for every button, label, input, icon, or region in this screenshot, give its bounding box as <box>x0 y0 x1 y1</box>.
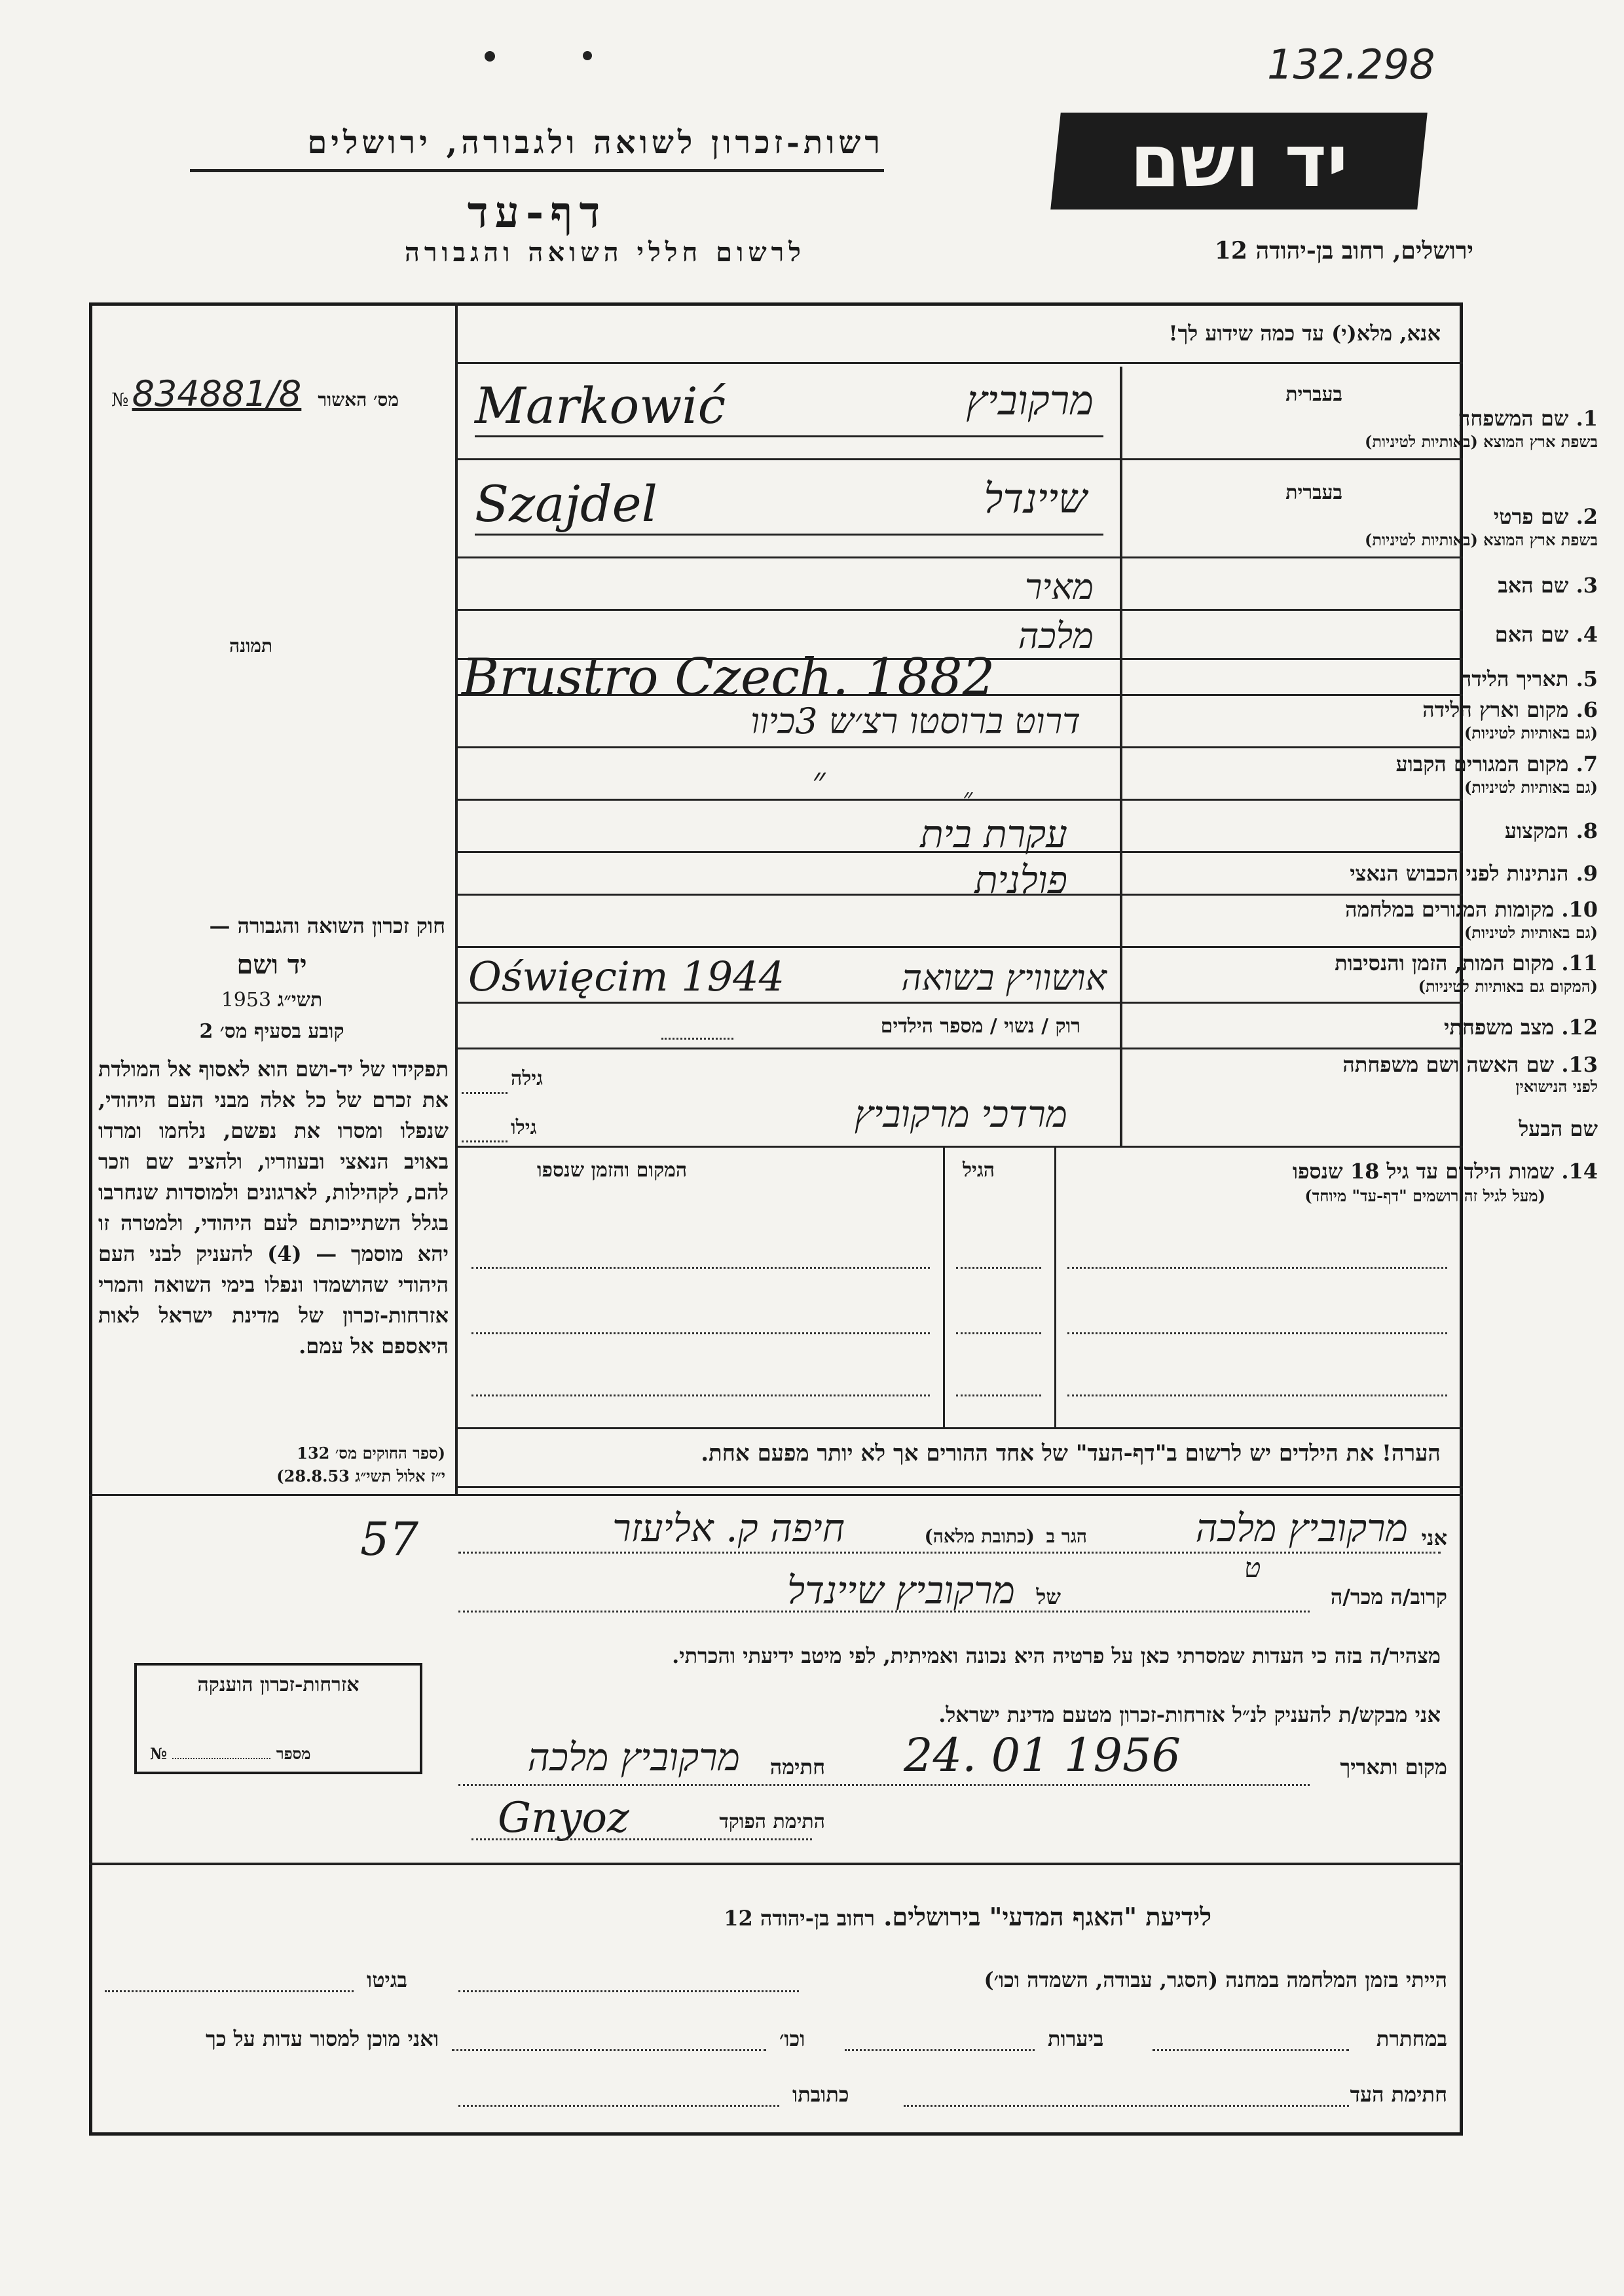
left-bottom-line <box>89 1494 1463 1496</box>
scan-mark <box>485 51 495 62</box>
children-divider <box>943 1146 945 1427</box>
residence: ״ <box>812 759 826 801</box>
remark-bottom <box>455 1486 1463 1488</box>
footer-dots <box>845 2049 1035 2051</box>
row-14-label: 14. שמות הילדים עד גיל 18 שנספו <box>1292 1159 1598 1184</box>
full-address-label: (כתובת מלאה) <box>924 1525 1035 1547</box>
approval-prefix: № <box>111 389 129 410</box>
children-place-column: המקום והזמן שנספו <box>537 1159 688 1182</box>
children-line <box>956 1394 1041 1396</box>
yad-vashem-logo <box>1050 113 1428 210</box>
place-date-label: מקום ותאריך <box>1340 1755 1447 1779</box>
children-line <box>1067 1332 1447 1334</box>
row-13-sub: לפני הנישואין <box>1515 1077 1598 1096</box>
row-separator <box>455 1146 1463 1148</box>
law-name: יד ושם <box>236 949 307 980</box>
marital-options: רוק / נשוי / מספר הילדים <box>880 1015 1080 1038</box>
death-place-hebrew: אושוויץ בשואה <box>901 957 1107 998</box>
death-place-latin: Oświęcim 1944 <box>468 953 785 1000</box>
children-line <box>956 1332 1041 1334</box>
remark-text: הערה! את הילדים יש לרשום ב"דף-העד" של אחד ההורים אך לא יותר מפעם אחת. <box>701 1440 1441 1467</box>
row-separator <box>455 1002 1463 1004</box>
citizenship-box <box>134 1663 422 1774</box>
surname-hebrew: מרקוביץ <box>966 376 1094 424</box>
row-separator <box>455 556 1463 558</box>
reporter-signature: מרקוביץ מלכה <box>527 1735 740 1779</box>
row-3-label: 3. שם האב <box>1498 573 1598 598</box>
instruction-underline <box>455 362 1463 364</box>
row-separator <box>455 746 1463 748</box>
row-separator <box>455 1048 1463 1049</box>
citizenship: פולנית <box>974 858 1067 902</box>
officer-label: התימת הפוקד <box>719 1810 825 1833</box>
marital-dots <box>661 1038 733 1040</box>
relative-label: קרוב/ה מכר/ה <box>1330 1584 1447 1609</box>
surname-latin: Markowić <box>475 376 726 435</box>
scan-mark <box>583 51 592 60</box>
relation-letter: ט <box>1244 1552 1261 1584</box>
residence-ditto: ״ <box>963 783 973 813</box>
row-11-sub: (המקום גם באותיות לטיניות) <box>1418 977 1598 996</box>
law-year: 1953 תשי״ג <box>221 989 323 1011</box>
children-age-column: הגיל <box>963 1159 995 1182</box>
wife-age-dots <box>462 1092 507 1094</box>
row-6-sub: (גם באותיות לטיניות) <box>1464 723 1598 742</box>
row-8-label: 8. המקצוע <box>1504 818 1598 843</box>
law-ref: (ספר החוקים מס׳ 132 <box>297 1444 445 1463</box>
row-7-sub: (גם באותיות לטיניות) <box>1464 778 1598 797</box>
children-line <box>956 1267 1041 1269</box>
footer-dots <box>105 1990 354 1992</box>
row-5-label: 5. תאריך הלידה <box>1459 666 1598 691</box>
resident-label: הגר ב <box>1046 1525 1087 1547</box>
hebrew-label-1: בעברית <box>1285 383 1342 406</box>
footer-line1: הייתי בזמן המלחמה במחנה (הסגר, עבודה, השמדה וכו׳) <box>984 1967 1447 1992</box>
header-address: ירושלים, רחוב בן-יהודה 12 <box>1214 237 1473 264</box>
remark-top <box>455 1427 1463 1429</box>
mother-name: מלכה <box>1018 615 1094 657</box>
profession: עקרת בית <box>920 812 1067 856</box>
address-number: 57 <box>360 1512 419 1566</box>
entry-underline <box>475 435 1103 437</box>
hebrew-label-2: בעברית <box>1285 481 1342 504</box>
authority-name: רשות-זכרון לשואה ולגבורה, ירושלים <box>307 124 884 161</box>
footer-title-line: לידיעת "האגף המדעי" בירושלים. רחוב בן-יהודה 12 <box>724 1902 1211 1931</box>
husband-age-label: גילו <box>511 1116 537 1139</box>
row-separator <box>455 458 1463 460</box>
row-1-label: 1. שם המשפחה <box>1458 406 1598 431</box>
husband-label: שם הבעל <box>1519 1116 1598 1141</box>
row-9-label: 9. הנתינות לפני הכבוש הנאצי <box>1350 861 1598 886</box>
declaration-dots <box>458 1552 1441 1554</box>
declare-text: מצהיר/ה בזה כי העדות שמסרתי כאן על פרטיה היא נכונה ואמיתית, לפי מיטב ידיעתי והכרתי. <box>672 1643 1441 1668</box>
row-separator <box>455 799 1463 801</box>
logo-text: יד ושם <box>1130 119 1348 203</box>
birthplace-hebrew: דרוט ברוסטו רצ׳ש 3כיוו <box>750 701 1080 742</box>
citizenship-box-title: אזרחות-זכרון הוענקה <box>197 1673 360 1696</box>
instruction: אנא, מלא(י) עד כמה שידוע לך! <box>1168 321 1441 346</box>
form-subtitle: לרשום חללי השואה והגבורה <box>404 237 805 268</box>
footer-ghetto: בגיטו <box>367 1967 407 1992</box>
law-clause: קובע בסעיף מס׳ 2 <box>199 1020 344 1043</box>
footer-etc: וכו׳ <box>779 2026 805 2051</box>
row-10-sub: (גם באותיות לטיניות) <box>1464 923 1598 942</box>
reporter-name: מרקוביץ מלכה <box>1195 1506 1408 1550</box>
children-line <box>1067 1394 1447 1396</box>
relation-dots <box>458 1611 1310 1613</box>
approval-number <box>111 373 445 412</box>
row-2-sub: בשפת ארץ המוצא (באותיות לטיניות) <box>1365 530 1598 549</box>
officer-signature: Gnyoz <box>498 1794 629 1842</box>
photo-label: תמונה <box>229 635 273 657</box>
archive-number: 132.298 <box>1267 41 1435 88</box>
row-separator <box>455 894 1463 896</box>
footer-dots <box>458 1990 799 1992</box>
wife-age-label: גילה <box>511 1067 544 1090</box>
children-line <box>471 1332 930 1334</box>
approval-number-value: 834881/8 <box>132 373 302 414</box>
footer-witness-sig: חתימת העד <box>1350 2082 1447 2107</box>
declaration-i: אני <box>1421 1525 1447 1550</box>
row-6-label: 6. מקום וארץ הלידה <box>1422 697 1598 722</box>
row-11-label: 11. מקום המות, הזמן והנסיבות <box>1335 951 1598 975</box>
footer-dots <box>1153 2049 1349 2051</box>
form-title: דף-עד <box>467 187 607 238</box>
birth-date-place: Brustro Czech. 1882 <box>462 648 995 707</box>
law-body: תפקידו של יד-ושם הוא לאסוף אל המולדת את זכרם של כל אלה מבני העם היהודי, שנפלו ומסרו את נפשם, נלחמו ומרדו באויב הנאצי ובעוזריו, ולהציב שם וזכר להם, לקהילות, לארגונים ולמוסדות שנחרבו בגלל השתייכותם לעם היהודי, ולמטרה זו יהא מוסמך — (4) להעניק לבני העם היהודי שהושמדו ונפלו בימי השואה והמרי אזרחות-זכרון של מדינת ישראל לאות היאספם אל עמם. <box>98 1057 449 1358</box>
citizenship-box-number: № מספר <box>150 1744 311 1763</box>
firstname-hebrew: שיינדל <box>984 475 1087 522</box>
of-label: של <box>1036 1584 1061 1609</box>
row-12-label: 12. מצב משפחתי <box>1444 1015 1598 1040</box>
footer-dots <box>458 2105 779 2107</box>
children-line <box>471 1394 930 1396</box>
footer-dots <box>452 2049 766 2051</box>
children-note: (מעל לגיל זה רושמים "דף-עד" מיוחד) <box>1304 1186 1545 1205</box>
footer-divider <box>89 1863 1463 1865</box>
row-separator <box>455 609 1463 611</box>
footer-address-label: כתובתו <box>792 2082 849 2107</box>
firstname-latin: Szajdel <box>475 475 657 533</box>
father-name: מאיר <box>1024 566 1094 608</box>
footer-dots <box>904 2105 1349 2107</box>
row-separator <box>455 946 1463 948</box>
row-10-label: 10. מקומות המגורים במלחמה <box>1345 897 1598 922</box>
children-divider <box>1054 1146 1056 1427</box>
row-4-label: 4. שם האם <box>1494 622 1598 647</box>
row-7-label: 7. מקום המגורים הקבוע <box>1395 752 1598 776</box>
header-underline <box>190 169 884 172</box>
footer-ready: ואני מוכן למסור עדות על כך <box>206 2026 439 2051</box>
officer-dots <box>471 1838 812 1840</box>
signature-date: 24. 01 1956 <box>904 1728 1181 1782</box>
row-1-sub: בשפת ארץ המוצא (באותיות לטיניות) <box>1365 432 1598 451</box>
place-date-dots <box>458 1784 1310 1786</box>
children-line <box>471 1267 930 1269</box>
entry-underline <box>475 534 1103 536</box>
husband-name: מרדכי מרקוביץ <box>854 1093 1067 1136</box>
row-13-label: 13. שם האשה ושם משפחתה <box>1342 1052 1598 1077</box>
law-ref-date: י״ז אלול תשי״ג 28.8.53) <box>276 1467 445 1485</box>
label-column-divider <box>1120 367 1122 1146</box>
reporter-address: חיפה ק. אליעזר <box>612 1506 845 1550</box>
law-title: חוק זכרון השואה והגבורה — <box>209 913 445 938</box>
signature-label: חתימה <box>769 1755 825 1779</box>
footer-underground: במחתרת <box>1376 2026 1447 2051</box>
husband-age-dots <box>462 1140 507 1142</box>
request-text: אני מבקש/ת להעניק לנ״ל אזרחות-זכרון מטעם מדינת ישראל. <box>938 1702 1441 1727</box>
relation-of: מרקוביץ שיינדל <box>787 1568 1015 1613</box>
approval-label: מס׳ האשור <box>318 389 399 410</box>
children-line <box>1067 1267 1447 1269</box>
row-2-label: 2. שם פרטי <box>1493 504 1598 529</box>
footer-forests: ביערות <box>1048 2026 1104 2051</box>
left-column-divider <box>455 302 458 1494</box>
